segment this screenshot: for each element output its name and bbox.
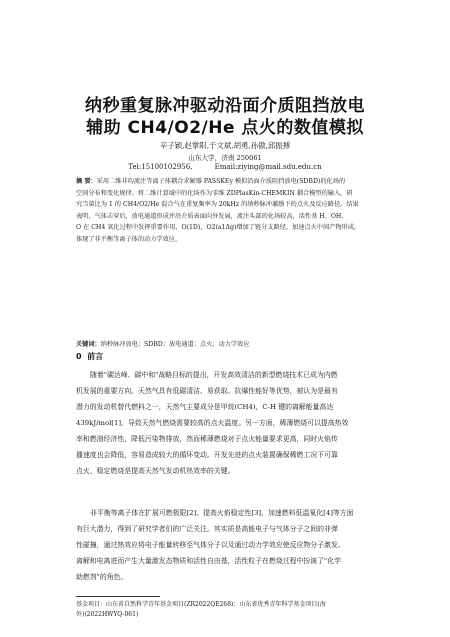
paragraph-line: 播速度也会降低，容易造成较大的循环变动。开发先进的点火装置确保稀燃工况下可靠 bbox=[76, 451, 338, 459]
telephone: Tel:15100102956, bbox=[128, 163, 193, 171]
paragraph-line: 439kJ/mol[1]，导致天然气燃烧需要较高的点火温度。另一方面，稀薄燃烧可以提高热效 bbox=[76, 419, 349, 427]
paper-title-line-1: 纳秒重复脉冲驱动沿面介质阻挡放电 bbox=[85, 96, 365, 116]
contact-info bbox=[0, 163, 450, 171]
abstract bbox=[76, 176, 376, 246]
paper-title-line-2: 辅助 CH4/O2/He 点火的数值模拟 bbox=[86, 118, 364, 138]
paragraph-line: 助燃剂"的角色。 bbox=[76, 573, 128, 581]
abstract-line: 究当量比为 1 的 CH4/O2/He 混合气在重复频率为 20kHz 的纳秒脉冲激励下的点火及反应路径。结果 bbox=[76, 201, 359, 209]
footnote-divider bbox=[76, 596, 160, 597]
abstract-line: 采用二维非均流注等离子体耦合求解器 PASSKEy 模拟沿面介质阻挡放电(SDBD)的化场的 bbox=[96, 178, 346, 185]
paragraph-1 bbox=[76, 367, 376, 479]
paragraph-line: 非平衡等离子体在扩展可燃极限[2]、提高火焰稳定性[3]、加速燃料低温氧化[4]等方面 bbox=[90, 509, 354, 517]
paragraph-line: 离解和电离进而产生大量激发态物质和活性自由基，活性粒子在燃烧过程中扮演了"化学 bbox=[76, 557, 342, 565]
author-list: 辛子颖,赵掌阳,于文斌,胡勇,孙傲,邱振搏 bbox=[160, 141, 290, 150]
paragraph-line: 潜力的发动机替代燃料之一，天然气主要成分是甲烷(CH4)，C-H 键的离解能量高达 bbox=[76, 403, 334, 411]
section-heading bbox=[76, 351, 103, 362]
paragraph-line: 有巨大潜力，得到了研究学者们的广泛关注。其实质是高能电子与气体分子之间的非弹 bbox=[76, 525, 338, 533]
paragraph-line: 点火、稳定燃烧是提高天然气发动机热效率的关键。 bbox=[76, 467, 235, 475]
footnote-line: 外)(2022HWYQ-061) bbox=[76, 611, 139, 618]
paragraph-line: 随着"碳达峰、碳中和"战略目标的提出，开发高效清洁的新型燃烧技术已成为内燃 bbox=[90, 371, 338, 379]
paragraph-2 bbox=[76, 505, 376, 585]
abstract-label: 摘 要： bbox=[76, 178, 97, 185]
funding-footnote bbox=[76, 600, 376, 620]
paragraph-line: 机发展的重要方向。天然气具有低碳清洁、易获取、抗爆性能好等优势，被认为是最有 bbox=[76, 387, 338, 395]
paragraph-line: 性碰撞，通过热效应将电子能量转移至气体分子以及通过动力学效应使反应物分子激发、 bbox=[76, 541, 345, 549]
abstract-line: O 在 CH4 氧化过程中发挥重要作用，O(1D)、O2(a1Δg)增加了链分支路径，加速点火中间产物形成， bbox=[76, 224, 361, 232]
affiliation: 山东大学，济南 250061 bbox=[188, 154, 262, 162]
keywords bbox=[76, 339, 376, 348]
abstract-line: 空间分布和变化规律。将二维计算域中的化场作为零维 ZDPlasKin-CHEMKIN 耦合模型的输入，研 bbox=[76, 189, 353, 197]
email-address: Email:ziying@mail.sdu.edu.cn bbox=[214, 163, 322, 171]
paragraph-line: 率和燃油经济性，降低污染物排放，然而稀薄燃烧对于点火能量要求更高，同时火焰传 bbox=[76, 435, 338, 443]
keywords-text: 纳秒脉冲放电；SDBD；放电通道；点火；动力学效应 bbox=[100, 341, 250, 348]
abstract-line: 体现了非平衡等离子体的动力学效应。 bbox=[76, 235, 182, 243]
section-title: 前言 bbox=[87, 352, 104, 361]
footnote-line: 基金项目：山东省自然科学青年基金项目(ZR2022QE268)；山东省优秀青年科学基金项目(海 bbox=[76, 601, 326, 608]
abstract-line: 表明，气体击穿后，放电通道形成并沿介质表面向外发展，流注头部的化场较高，活性基 H、OH、 bbox=[76, 212, 348, 220]
section-number: 0 bbox=[76, 352, 82, 361]
keywords-label: 关键词： bbox=[76, 341, 101, 348]
